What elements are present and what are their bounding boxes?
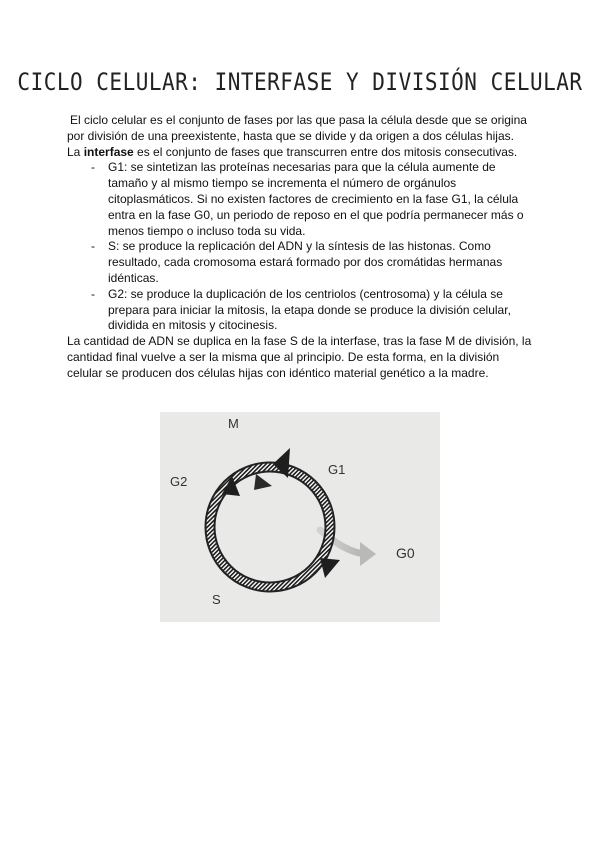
list-dash: - xyxy=(91,286,95,301)
label-g1: G1 xyxy=(328,462,346,477)
diagram-background xyxy=(160,412,440,622)
conclusion-paragraph: La cantidad de ADN se duplica en la fase S de la interfase, tras la fase M de división, la cantidad final vuelve a ser la misma que al principio. De esta forma, en la división celular se producen dos células hijas con idéntico material genético a la madre. xyxy=(67,334,532,380)
document-title: CICLO CELULAR: INTERFASE Y DIVISIÓN CELULAR xyxy=(17,68,583,96)
interfase-definition: es el conjunto de fases que transcurren entre dos mitosis consecutivas. xyxy=(133,144,518,159)
list-item-s xyxy=(67,239,533,286)
cell-cycle-svg xyxy=(160,412,440,622)
list-item-text: G1: se sintetizan las proteínas necesarias para que la célula aumente de tamaño y al mismo tiempo se incrementa el número de orgánulos citoplasmáticos. Si no existen factores de crecimiento en la fase G1, la célula entra en la fase G0, un periodo de reposo en el que podría permanecer más o menos tiempo o incluso toda su vida. xyxy=(108,160,524,238)
list-dash: - xyxy=(91,239,95,254)
phases-list xyxy=(67,160,533,334)
interfase-paragraph xyxy=(67,145,533,161)
label-m: M xyxy=(228,416,239,431)
label-g2: G2 xyxy=(170,474,188,489)
list-dash: - xyxy=(91,160,95,175)
cell-cycle-diagram xyxy=(160,412,440,622)
list-item-text: G2: se produce la duplicación de los centriolos (centrosoma) y la célula se prepara para iniciar la mitosis, la etapa donde se produce la división celular, dividida en mitosis y citocinesis. xyxy=(108,286,511,333)
document-body xyxy=(67,113,533,382)
list-item-g1 xyxy=(67,160,533,239)
list-item-text: S: se produce la replicación del ADN y la síntesis de las histonas. Como resultado, cada cromosoma estará formado por dos cromátidas hermanas idénticas. xyxy=(108,239,503,285)
interfase-prefix: La xyxy=(67,144,84,159)
label-s: S xyxy=(212,592,221,607)
interfase-term: interfase xyxy=(83,144,134,159)
label-g0: G0 xyxy=(396,545,415,561)
intro-paragraph: El ciclo celular es el conjunto de fases por las que pasa la célula desde que se origina por división de una preexistente, hasta que se divide y da origen a dos células hijas. xyxy=(67,113,527,143)
list-item-g2 xyxy=(67,287,533,334)
